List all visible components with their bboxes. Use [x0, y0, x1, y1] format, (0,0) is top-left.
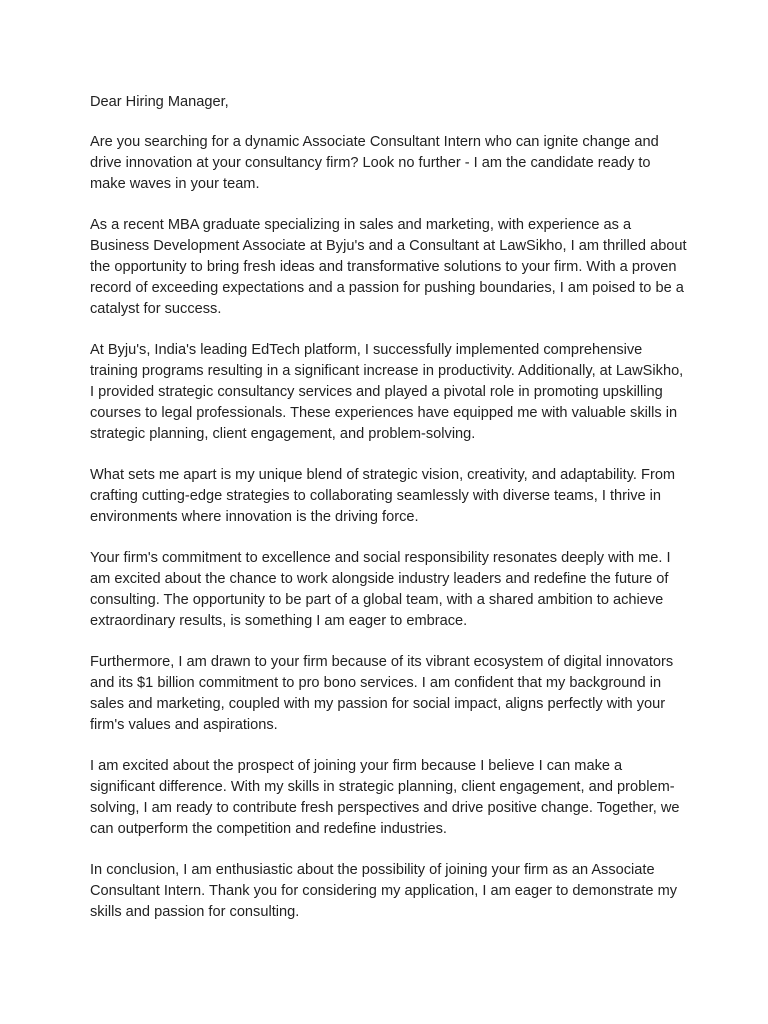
letter-paragraph-1: Are you searching for a dynamic Associate Consultant Intern who can ignite change and drive innovation at your consultancy firm? Look no further - I am the candidate ready to make waves in your team. [90, 134, 659, 192]
letter-paragraph-3: At Byju's, India's leading EdTech platform, I successfully implemented comprehensive training programs resulting in a significant increase in productivity. Additionally, at LawSikho, I provided strategic consultancy services and played a pivotal role in promoting upskilling courses to legal professionals. These experiences have equipped me with valuable skills in strategic planning, client engagement, and problem-solving. [90, 342, 684, 442]
cover-letter-body [90, 92, 690, 943]
letter-paragraph-4: What sets me apart is my unique blend of strategic vision, creativity, and adaptability. From crafting cutting-edge strategies to collaborating seamlessly with diverse teams, I thrive in environments where innovation is the driving force. [90, 467, 676, 525]
letter-paragraph-6: Furthermore, I am drawn to your firm because of its vibrant ecosystem of digital innovators and its $1 billion commitment to pro bono services. I am confident that my background in sales and marketing, coupled with my passion for social impact, aligns perfectly with your firm's values and aspirations. [90, 654, 674, 733]
letter-paragraph-7: I am excited about the prospect of joining your firm because I believe I can make a significant difference. With my skills in strategic planning, client engagement, and problem-solving, I am ready to contribute fresh perspectives and drive positive change. Together, we can outperform the competition and redefine industries. [90, 758, 680, 837]
letter-paragraph-5: Your firm's commitment to excellence and social responsibility resonates deeply with me. I am excited about the chance to work alongside industry leaders and redefine the future of consulting. The opportunity to be part of a global team, with a shared ambition to achieve extraordinary results, is something I am eager to embrace. [90, 550, 671, 629]
letter-paragraph-2: As a recent MBA graduate specializing in sales and marketing, with experience as a Business Development Associate at Byju's and a Consultant at LawSikho, I am thrilled about the opportunity to bring fresh ideas and transformative solutions to your firm. With a proven record of exceeding expectations and a passion for pushing boundaries, I am poised to be a catalyst for success. [90, 217, 687, 317]
letter-paragraph-8: In conclusion, I am enthusiastic about the possibility of joining your firm as an Associate Consultant Intern. Thank you for considering my application, I am eager to demonstrate my skills and passion for consulting. [90, 862, 678, 920]
letter-salutation: Dear Hiring Manager, [90, 94, 229, 110]
